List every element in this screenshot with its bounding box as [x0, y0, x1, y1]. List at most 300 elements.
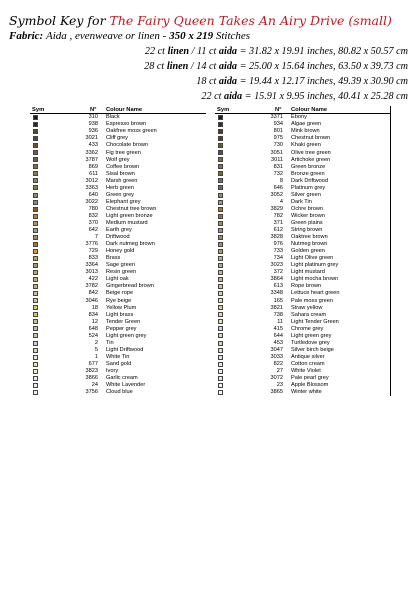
colour-row	[30, 121, 206, 128]
symbol-swatch	[33, 242, 38, 247]
colour-name: Medium mustard	[106, 220, 148, 226]
symbol-swatch	[218, 185, 223, 190]
title-line	[9, 12, 409, 30]
symbol-swatch	[33, 284, 38, 289]
symbol-swatch	[218, 171, 223, 176]
colour-row	[215, 128, 390, 135]
symbol-swatch	[218, 348, 223, 353]
colour-name: White Lavender	[106, 382, 146, 389]
symbol-swatch	[218, 291, 223, 296]
floss-number: 415	[273, 325, 283, 332]
symbol-swatch	[218, 383, 223, 388]
colour-name: Mink brown	[291, 128, 320, 135]
floss-number: 3776	[85, 241, 98, 248]
colour-row	[30, 304, 206, 311]
floss-number: 3348	[270, 290, 283, 297]
symbol-swatch	[33, 207, 38, 212]
colour-row	[30, 325, 206, 332]
colour-row	[215, 347, 390, 354]
colour-name: Sisal brown	[106, 170, 135, 177]
symbol-swatch	[218, 200, 223, 205]
symbol-swatch	[218, 319, 223, 324]
floss-number: 3022	[85, 198, 98, 205]
symbol-swatch	[218, 284, 223, 289]
colour-row	[215, 382, 390, 389]
colour-row	[215, 234, 390, 241]
colour-name: Straw yellow	[291, 304, 323, 311]
symbol-swatch	[218, 115, 223, 120]
colour-row	[215, 170, 390, 177]
symbol-swatch	[33, 122, 38, 127]
symbol-swatch	[33, 341, 38, 346]
symbol-swatch	[218, 305, 223, 310]
colour-row	[215, 114, 390, 121]
fabric-value: Aida , evenweave or linen -	[45, 30, 167, 42]
symbol-swatch	[33, 355, 38, 360]
floss-number: 7	[94, 234, 98, 241]
symbol-swatch	[33, 150, 38, 155]
symbol-swatch	[33, 228, 38, 233]
colour-name: Light Tender Green	[291, 318, 339, 325]
floss-number: 371	[273, 220, 283, 226]
size-mid: / 11 ct	[191, 46, 217, 57]
colour-row	[215, 276, 390, 283]
symbol-swatch	[33, 185, 38, 190]
colour-name: Light platinum grey	[291, 262, 339, 269]
floss-number: 310	[88, 114, 98, 121]
colour-row	[215, 220, 390, 227]
symbol-swatch	[33, 312, 38, 317]
colour-name: Beige rope	[106, 290, 134, 297]
size-mid: / 14 ct	[190, 61, 217, 72]
colour-row	[30, 227, 206, 234]
colour-name: Elephant grey	[106, 198, 141, 205]
symbol-swatch	[218, 277, 223, 282]
symbol-swatch	[218, 193, 223, 198]
colour-name: Chrome grey	[291, 325, 324, 332]
colour-name: Light green grey	[106, 332, 147, 339]
colour-name: Espresso brown	[106, 121, 147, 128]
colour-name: Garlic cream	[106, 375, 138, 382]
floss-number: 165	[273, 297, 283, 304]
symbol-swatch	[33, 369, 38, 374]
colour-row	[30, 347, 206, 354]
symbol-swatch	[33, 178, 38, 183]
colour-name: Bronze green	[291, 170, 325, 177]
colour-row	[30, 234, 206, 241]
colour-name: Artichoke green	[291, 156, 331, 163]
symbol-swatch	[218, 207, 223, 212]
colour-row	[30, 276, 206, 283]
colour-row	[215, 135, 390, 142]
size-fabric: aida	[223, 91, 243, 102]
colour-name: Green bronze	[291, 163, 326, 170]
colour-name: Dark nutmeg brown	[106, 241, 155, 248]
colour-name: Fig tree green	[106, 149, 141, 156]
symbol-swatch	[33, 376, 38, 381]
symbol-swatch	[218, 312, 223, 317]
floss-number: 640	[88, 191, 98, 198]
colour-name: Gingerbread brown	[106, 283, 154, 290]
symbol-swatch	[33, 235, 38, 240]
size-fabric: linen	[166, 61, 189, 72]
colour-row	[30, 269, 206, 276]
symbol-swatch	[218, 362, 223, 367]
size-line	[144, 89, 408, 104]
colour-row	[215, 318, 390, 325]
colour-name: Light green bronze	[106, 212, 153, 219]
floss-number: 3023	[270, 262, 283, 269]
colour-name: Silver birch beige	[291, 346, 334, 353]
symbol-swatch	[33, 200, 38, 205]
colour-name: Herb green	[106, 184, 134, 191]
colour-row	[30, 149, 206, 156]
floss-number: 3828	[270, 234, 283, 241]
colour-name: Green grey	[106, 191, 134, 198]
symbol-swatch	[218, 157, 223, 162]
floss-number: 3011	[270, 156, 283, 163]
colour-row	[30, 375, 206, 382]
colour-name: String brown	[291, 227, 323, 234]
colour-name: Pale pearl grey	[291, 375, 329, 382]
symbol-swatch	[33, 164, 38, 169]
floss-number: 3021	[85, 135, 98, 142]
symbol-swatch	[218, 263, 223, 268]
colour-row	[30, 199, 206, 206]
colour-row	[30, 332, 206, 339]
floss-number: 834	[88, 311, 98, 318]
floss-number: 433	[88, 142, 98, 149]
floss-number: 3821	[270, 304, 283, 311]
floss-number: 648	[88, 325, 98, 332]
colour-name: Winter white	[291, 389, 322, 396]
symbol-swatch	[218, 214, 223, 219]
floss-number: 11	[277, 318, 283, 325]
colour-name: Cliff grey	[106, 135, 128, 142]
floss-number: 646	[273, 184, 283, 191]
floss-number: 8	[279, 177, 283, 184]
colour-name: Nutmeg brown	[291, 241, 328, 248]
colour-name: Sahara cream	[291, 311, 327, 318]
colour-row	[30, 283, 206, 290]
floss-number: 4	[279, 198, 283, 205]
colour-name: Light mocha brown	[291, 276, 339, 283]
colour-row	[30, 297, 206, 304]
pattern-title: The Fairy Queen Takes An Airy Drive (small)	[109, 13, 392, 28]
fabric-label: Fabric:	[9, 30, 44, 42]
colour-name: Oaktree brown	[291, 234, 328, 241]
floss-number: 3864	[270, 276, 283, 283]
colour-name: Antique silver	[291, 353, 325, 360]
colour-row	[215, 304, 390, 311]
floss-number: 12	[91, 318, 98, 325]
colour-name: Light Driftwood	[106, 346, 144, 353]
floss-number: 730	[273, 142, 283, 149]
symbol-swatch	[33, 298, 38, 303]
colour-name: Sage green	[106, 262, 135, 269]
colour-name: Light brass	[106, 311, 134, 318]
floss-number: 3072	[270, 375, 283, 382]
colour-row	[30, 142, 206, 149]
colour-name: Dark Tin	[291, 198, 312, 205]
colour-row	[30, 156, 206, 163]
header-sym: Sym	[32, 107, 45, 113]
floss-number: 23	[276, 382, 283, 389]
colour-row	[30, 255, 206, 262]
colour-name: Wicker brown	[291, 212, 325, 219]
floss-number: 801	[273, 128, 283, 135]
floss-number: 453	[273, 339, 283, 346]
symbol-swatch	[33, 256, 38, 261]
floss-number: 833	[88, 255, 98, 262]
colour-name: Driftwood	[106, 234, 130, 241]
floss-number: 3363	[85, 184, 98, 191]
floss-number: 3047	[270, 346, 283, 353]
colour-row	[30, 340, 206, 347]
size-dims: = 19.44 x 12.17 inches, 49.39 x 30.90 cm	[239, 76, 408, 87]
size-fabric2: aida	[218, 61, 238, 72]
colour-row	[30, 389, 206, 396]
colour-row	[30, 177, 206, 184]
floss-number: 5	[94, 346, 98, 353]
colour-row	[30, 382, 206, 389]
floss-number: 3364	[85, 262, 98, 269]
symbol-swatch	[218, 129, 223, 134]
colour-row	[30, 290, 206, 297]
symbol-swatch	[218, 333, 223, 338]
floss-number: 869	[88, 163, 98, 170]
colour-name: Sand gold	[106, 360, 132, 367]
symbol-swatch	[33, 277, 38, 282]
size-count: 22 ct	[144, 46, 166, 57]
size-count: 18 ct	[196, 76, 217, 87]
colour-row	[215, 297, 390, 304]
size-fabric: linen	[167, 46, 190, 57]
colour-name: White Violet	[291, 367, 321, 374]
colour-name: Wolf grey	[106, 156, 130, 163]
symbol-swatch	[33, 319, 38, 324]
symbol-swatch	[33, 270, 38, 275]
colour-row	[30, 311, 206, 318]
floss-number: 3829	[270, 205, 283, 212]
symbol-swatch	[218, 122, 223, 127]
colour-row	[30, 206, 206, 213]
symbol-swatch	[218, 256, 223, 261]
colour-row	[215, 213, 390, 220]
colour-name: Pale moss green	[291, 297, 333, 304]
floss-number: 3865	[270, 389, 283, 396]
stitch-count: 350 x 219	[169, 30, 214, 42]
symbol-swatch	[218, 270, 223, 275]
colour-row	[215, 332, 390, 339]
colour-name: Ebony	[291, 114, 307, 121]
colour-name: Brass	[106, 255, 121, 262]
header-name: Colour Name	[291, 107, 328, 113]
symbol-swatch	[33, 305, 38, 310]
symbol-swatch	[218, 235, 223, 240]
floss-number: 3823	[85, 367, 98, 374]
symbol-swatch	[218, 390, 223, 395]
colour-name: Apple Blossom	[291, 382, 329, 389]
colour-row	[30, 114, 206, 121]
symbol-swatch	[33, 348, 38, 353]
colour-row	[30, 135, 206, 142]
colour-name: Light mustard	[291, 269, 325, 276]
floss-number: 3782	[85, 283, 98, 290]
symbol-swatch	[33, 291, 38, 296]
colour-row	[30, 361, 206, 368]
colour-name: Tender Green	[106, 318, 141, 325]
floss-number: 832	[88, 212, 98, 219]
floss-number: 370	[88, 220, 98, 226]
colour-row	[30, 354, 206, 361]
floss-number: 3787	[85, 156, 98, 163]
colour-row	[215, 177, 390, 184]
floss-number: 780	[88, 205, 98, 212]
symbol-swatch	[33, 383, 38, 388]
colour-name: Ochre brown	[291, 205, 324, 212]
colour-row	[30, 220, 206, 227]
size-fabric2: aida	[218, 46, 238, 57]
floss-number: 2	[94, 339, 98, 346]
colour-row	[215, 241, 390, 248]
colour-row	[215, 311, 390, 318]
colour-row	[30, 192, 206, 199]
symbol-swatch	[33, 136, 38, 141]
colour-name: White Tin	[106, 353, 130, 360]
colour-row	[215, 283, 390, 290]
colour-name: Black	[106, 114, 120, 121]
colour-name: Earth grey	[106, 227, 132, 234]
floss-number: 3371	[270, 114, 283, 121]
floss-number: 644	[273, 332, 283, 339]
floss-number: 831	[273, 163, 283, 170]
symbol-swatch	[218, 150, 223, 155]
colour-name: Rye beige	[106, 297, 132, 304]
floss-number: 613	[273, 283, 283, 290]
size-dims: = 15.91 x 9.95 inches, 40.41 x 25.28 cm	[244, 91, 408, 102]
floss-number: 3362	[85, 149, 98, 156]
colour-name: Dark Driftwood	[291, 177, 328, 184]
floss-number: 732	[273, 170, 283, 177]
colour-row	[215, 248, 390, 255]
symbol-swatch	[33, 333, 38, 338]
colour-name: Silver green	[291, 191, 321, 198]
colour-row	[215, 156, 390, 163]
colour-row	[215, 199, 390, 206]
colour-name: Light Olive green	[291, 255, 334, 262]
floss-number: 422	[88, 276, 98, 283]
symbol-swatch	[218, 249, 223, 254]
colour-row	[30, 368, 206, 375]
symbol-swatch	[33, 115, 38, 120]
colour-row	[30, 163, 206, 170]
colour-row	[215, 262, 390, 269]
size-line	[144, 74, 408, 89]
size-count: 28 ct	[144, 61, 165, 72]
symbol-swatch	[218, 228, 223, 233]
colour-row	[215, 192, 390, 199]
size-list	[144, 44, 408, 104]
floss-number: 976	[273, 241, 283, 248]
colour-name: Cloud blue	[106, 389, 133, 396]
table-header	[215, 106, 390, 114]
colour-name: Khaki green	[291, 142, 321, 149]
colour-name: Lettuce heart green	[291, 290, 340, 297]
colour-row	[215, 255, 390, 262]
symbol-swatch	[218, 376, 223, 381]
header-sym: Sym	[217, 107, 230, 113]
header-name: Colour Name	[106, 107, 143, 113]
stitches-suffix: Stitches	[215, 30, 251, 42]
colour-name: Turtledove grey	[291, 339, 330, 346]
table-header	[30, 106, 206, 114]
symbol-swatch	[33, 390, 38, 395]
symbol-swatch	[33, 214, 38, 219]
symbol-swatch	[218, 242, 223, 247]
floss-number: 3756	[85, 389, 98, 396]
colour-name: Algae green	[291, 121, 322, 128]
colour-row	[215, 121, 390, 128]
colour-row	[215, 340, 390, 347]
floss-number: 729	[88, 248, 98, 255]
floss-number: 612	[273, 227, 283, 234]
symbol-swatch	[33, 362, 38, 367]
colour-row	[30, 170, 206, 177]
floss-number: 642	[88, 227, 98, 234]
size-count: 22 ct	[201, 91, 222, 102]
colour-name: Rope brown	[291, 283, 322, 290]
colour-name: Chestnut tree brown	[106, 205, 157, 212]
symbol-swatch	[218, 143, 223, 148]
symbol-swatch	[218, 341, 223, 346]
colour-row	[215, 163, 390, 170]
colour-name: Light oak	[106, 276, 129, 283]
symbol-swatch	[33, 263, 38, 268]
floss-number: 3013	[85, 269, 98, 276]
colour-name: Platinum grey	[291, 184, 326, 191]
colour-row	[215, 149, 390, 156]
floss-number: 24	[91, 382, 98, 389]
colour-row	[30, 128, 206, 135]
symbol-swatch	[33, 157, 38, 162]
colour-name: Tin	[106, 339, 114, 346]
colour-name: Coffee brown	[106, 163, 140, 170]
colour-row	[215, 368, 390, 375]
floss-number: 677	[88, 360, 98, 367]
floss-number: 936	[88, 128, 98, 135]
symbol-swatch	[218, 369, 223, 374]
symbol-swatch	[218, 178, 223, 183]
floss-number: 3033	[270, 353, 283, 360]
size-line	[144, 44, 408, 59]
symbol-swatch	[218, 326, 223, 331]
colour-table-left	[30, 106, 206, 396]
size-fabric: aida	[218, 76, 238, 87]
floss-number: 3046	[85, 297, 98, 304]
symbol-swatch	[33, 129, 38, 134]
colour-name: Honey gold	[106, 248, 135, 255]
floss-number: 27	[276, 367, 283, 374]
size-dims: = 25.00 x 15.64 inches, 63.50 x 39.73 cm	[239, 61, 408, 72]
floss-number: 372	[273, 269, 283, 276]
colour-row	[30, 318, 206, 325]
floss-number: 611	[89, 170, 98, 177]
size-line	[144, 59, 408, 74]
title-prefix: Symbol Key for	[9, 13, 106, 28]
colour-row	[215, 389, 390, 396]
colour-name: Resin green	[106, 269, 137, 276]
